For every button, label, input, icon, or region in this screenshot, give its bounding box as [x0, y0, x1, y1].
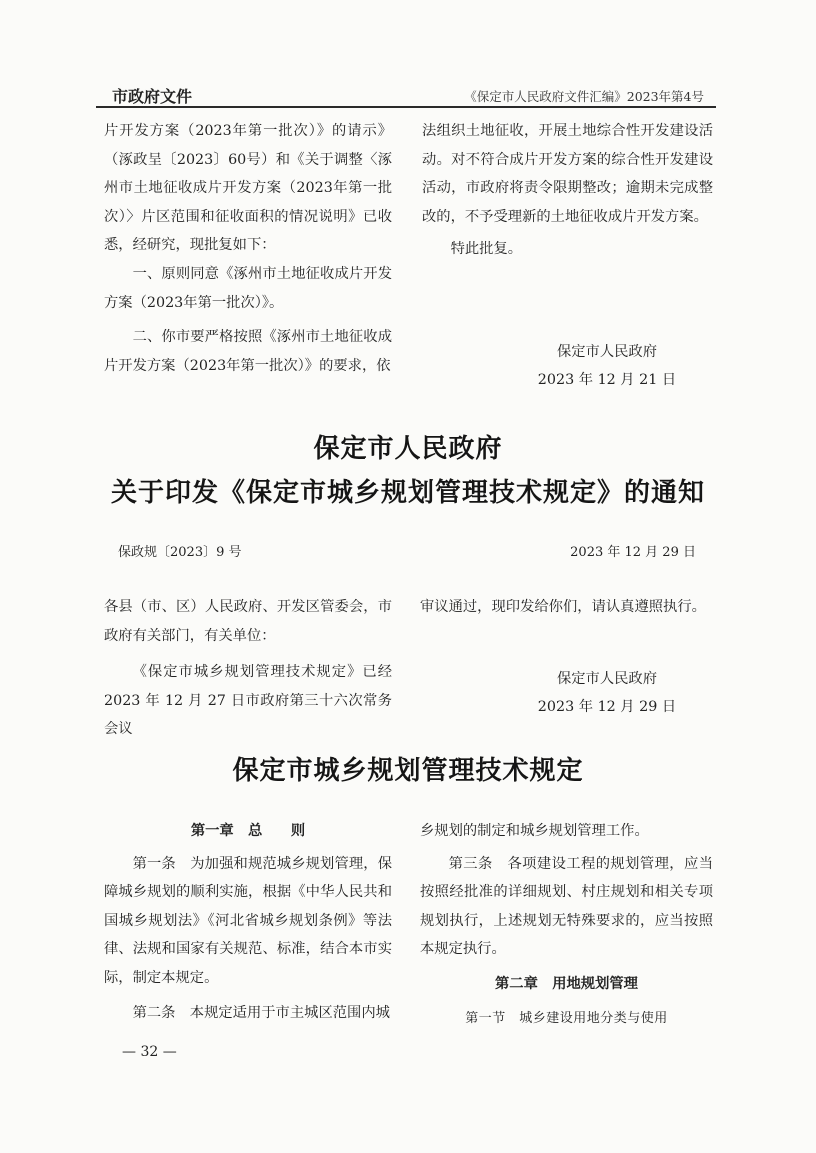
signature-org: 保定市人民政府 — [556, 344, 658, 360]
signature-date: 2023 年 12 月 29 日 — [537, 699, 677, 715]
article-paragraph: 第一条 为加强和规范城乡规划管理，保障城乡规划的顺利实施，根据《中华人民共和国城乡规划法》《河北省城乡规划条例》等法律、法规和国家有关规范、标准，结合本市实际，制定本规定。 — [104, 855, 392, 986]
regulation-title: 保定市城乡规划管理技术规定 — [232, 756, 584, 786]
article-paragraph: 乡规划的制定和城乡规划管理工作。 — [420, 823, 649, 839]
page-number: — 32 — — [122, 1044, 177, 1060]
regulation-right-column — [420, 817, 713, 1033]
notice-paragraph: 审议通过，现印发给你们，请认真遵照执行。 — [420, 599, 706, 615]
reply-paragraph: 二、你市要严格按照《涿州市土地征收成片开发方案（2023年第一批次）》的要求，依 — [104, 329, 392, 374]
reply-closing: 特此批复。 — [450, 241, 523, 258]
notice-right-column — [420, 593, 713, 622]
reply-paragraph: 一、原则同意《涿州市土地征收成片开发方案（2023年第一批次）》。 — [104, 265, 392, 311]
notice-paragraph: 《保定市城乡规划管理技术规定》已经2023 年 12 月 27 日市政府第三十六次常务会议 — [104, 664, 392, 738]
notice-title-line1: 保定市人民政府 — [313, 434, 503, 464]
reply-left-column — [104, 117, 392, 380]
notice-title-line2: 关于印发《保定市城乡规划管理技术规定》的通知 — [110, 478, 705, 508]
reply-signature — [512, 338, 702, 394]
doc-date: 2023 年 12 月 29 日 — [570, 545, 696, 560]
chapter-heading: 第二章 用地规划管理 — [495, 975, 638, 992]
article-paragraph: 第二条 本规定适用于市主城区范围内城 — [132, 1004, 390, 1021]
regulation-left-column — [104, 817, 392, 1027]
notice-signature — [512, 665, 702, 721]
article-paragraph: 第三条 各项建设工程的规划管理，应当按照经批准的详细规划、村庄规划和相关专项规划执行，上述规划无特殊要求的，应当按照本规定执行。 — [420, 855, 713, 958]
chapter-heading: 第一章 总 则 — [190, 823, 306, 839]
running-header-left: 市政府文件 — [112, 87, 193, 106]
notice-left-column — [104, 593, 392, 744]
reply-paragraph: 法组织土地征收，开展土地综合性开发建设活动。对不符合成片开发方案的综合性开发建设活动，市政府将责令限期整改；逾期未完成整改的，不予受理新的土地征收成片开发方案。 — [422, 123, 713, 225]
header-divider — [96, 106, 716, 108]
reply-right-column — [422, 117, 713, 264]
signature-org: 保定市人民政府 — [556, 671, 658, 687]
notice-paragraph: 各县（市、区）人民政府、开发区管委会，市政府有关部门，有关单位： — [104, 599, 392, 644]
running-header-right: 《保定市人民政府文件汇编》2023年第4号 — [464, 89, 704, 104]
reply-paragraph: 片开发方案（2023年第一批次）》的请示》（涿政呈〔2023〕60号）和《关于调整〈涿州市土地征收成片开发方案（2023年第一批次）〉片区范围和征收面积的情况说明》已收悉，经研究，现批复如下： — [104, 123, 392, 254]
signature-date: 2023 年 12 月 21 日 — [537, 372, 677, 388]
section-heading: 第一节 城乡建设用地分类与使用 — [465, 1010, 668, 1026]
doc-number: 保政规〔2023〕9 号 — [118, 545, 242, 560]
